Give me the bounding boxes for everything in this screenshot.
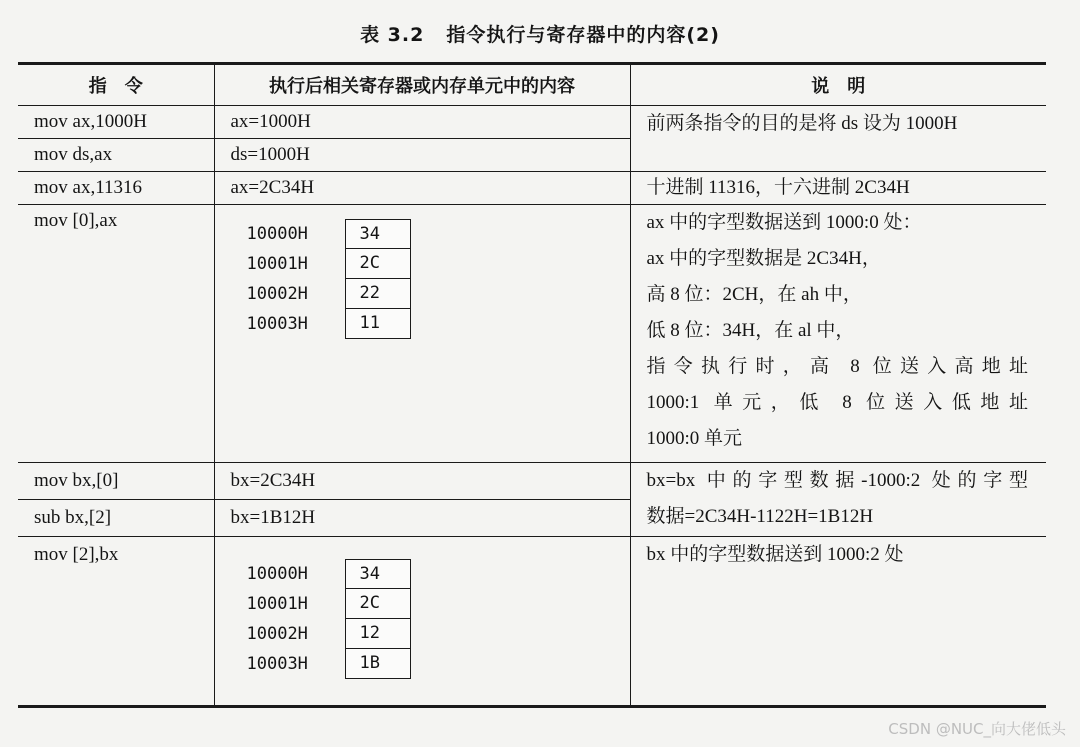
memory-value: 12 xyxy=(345,619,411,649)
memory-row xyxy=(247,649,630,679)
description-text: 前两条指令的目的是将 ds 设为 1000H xyxy=(646,113,958,134)
memory-address: 10000H xyxy=(246,224,308,244)
instruction-cell xyxy=(18,463,214,537)
memory-value: 1B xyxy=(345,649,411,679)
description-text: 高 8 位：2CH，在 ah 中， xyxy=(646,284,862,305)
memory-cell xyxy=(214,537,630,707)
instruction-table xyxy=(18,62,1046,708)
memory-value: 11 xyxy=(345,309,411,339)
table-row xyxy=(18,106,1046,172)
description-cell xyxy=(630,463,1046,537)
table-row xyxy=(18,537,1046,707)
memory-row xyxy=(247,279,630,309)
memory-address: 10001H xyxy=(246,254,308,274)
memory-row xyxy=(247,309,630,339)
memory-address: 10002H xyxy=(246,284,308,304)
description-cell xyxy=(630,205,1046,463)
content-cell xyxy=(214,463,630,537)
memory-address: 10002H xyxy=(246,624,308,644)
description-text: ax 中的字型数据是 2C34H， xyxy=(646,248,881,269)
register-value: ax=2C34H xyxy=(230,177,315,198)
table-caption xyxy=(0,20,1080,47)
description-cell xyxy=(630,106,1046,172)
description-text: 1000:1 单元，低 8 位送入低地址 xyxy=(646,392,1028,413)
memory-address: 10001H xyxy=(246,594,308,614)
memory-diagram xyxy=(247,559,630,679)
memory-row xyxy=(247,219,630,249)
table-row xyxy=(18,172,1046,205)
memory-row xyxy=(247,249,630,279)
description-text: 低 8 位：34H，在 al 中， xyxy=(646,320,855,341)
description-text: 十进制 11316，十六进制 2C34H xyxy=(646,177,910,198)
memory-row xyxy=(247,559,630,589)
instruction: mov ax,1000H xyxy=(34,111,147,132)
instruction: mov bx,[0] xyxy=(34,470,119,491)
memory-row xyxy=(247,589,630,619)
instruction-cell xyxy=(18,106,214,172)
register-value: bx=2C34H xyxy=(230,470,316,491)
description-text: bx=bx 中的字型数据-1000:2 处的字型 xyxy=(646,470,1028,491)
description-text: 数据=2C34H-1122H=1B12H xyxy=(646,506,874,527)
content-cell xyxy=(214,106,630,172)
register-value: bx=1B12H xyxy=(215,499,630,536)
memory-value: 34 xyxy=(345,219,411,249)
memory-diagram xyxy=(247,219,630,339)
memory-value: 34 xyxy=(345,559,411,589)
instruction: sub bx,[2] xyxy=(18,499,214,536)
memory-address: 10003H xyxy=(246,654,308,674)
header-content: 执行后相关寄存器或内存单元中的内容 xyxy=(214,64,630,106)
description-text: bx 中的字型数据送到 1000:2 处 xyxy=(646,544,904,565)
header-row xyxy=(18,64,1046,106)
memory-value: 2C xyxy=(345,249,411,279)
header-instruction: 指 令 xyxy=(18,64,214,106)
header-description: 说 明 xyxy=(630,64,1046,106)
description-text: 1000:0 单元 xyxy=(646,428,743,449)
description-text: 指令执行时，高 8 位送入高地址 xyxy=(646,356,1028,377)
register-value: ds=1000H xyxy=(215,138,630,171)
table-row xyxy=(18,463,1046,537)
caption-number: 表 3.2 xyxy=(360,24,425,46)
table-row xyxy=(18,205,1046,463)
memory-value: 2C xyxy=(345,589,411,619)
instruction: mov [0],ax xyxy=(34,210,118,231)
memory-address: 10003H xyxy=(246,314,308,334)
register-value: ax=1000H xyxy=(230,111,311,132)
instruction: mov ax,11316 xyxy=(34,177,143,198)
memory-cell xyxy=(214,205,630,463)
description-text: ax 中的字型数据送到 1000:0 处： xyxy=(646,212,922,233)
caption-title: 指令执行与寄存器中的内容(2) xyxy=(446,24,720,46)
watermark: CSDN @NUC_向大佬低头 xyxy=(888,720,1066,738)
memory-address: 10000H xyxy=(246,564,308,584)
instruction: mov ds,ax xyxy=(18,138,214,171)
memory-value: 22 xyxy=(345,279,411,309)
instruction: mov [2],bx xyxy=(34,544,119,565)
memory-row xyxy=(247,619,630,649)
